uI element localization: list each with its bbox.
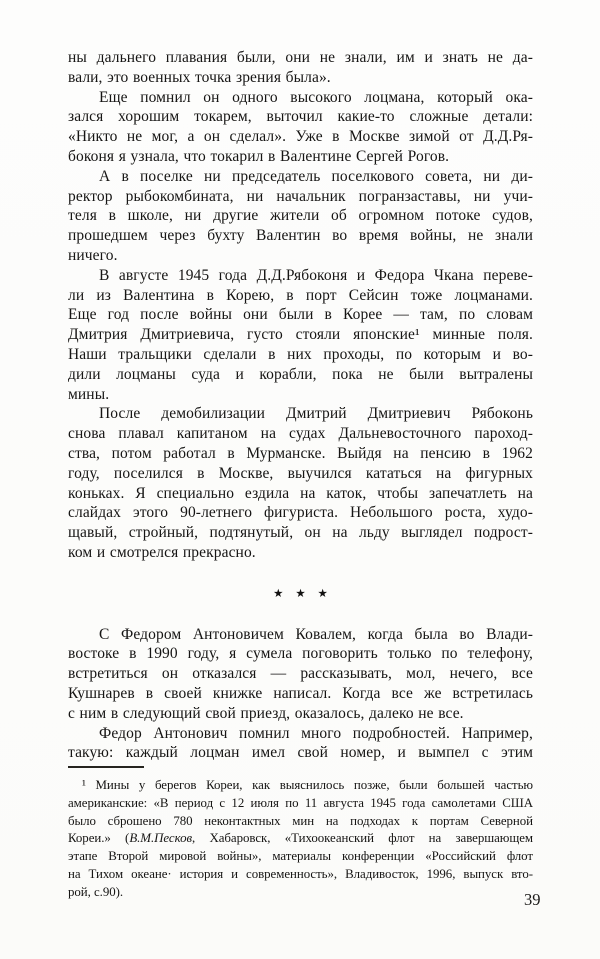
text-line: Еще помнил он одного высокого лоцмана, который ока- xyxy=(99,88,533,106)
paragraph xyxy=(68,625,533,724)
main-text xyxy=(68,48,533,902)
paragraph xyxy=(68,724,533,764)
footnote-line: рой, с.90). xyxy=(68,884,124,899)
footnote-line: американские: «В период с 12 июля по 11 августа 1945 года самолетами США xyxy=(68,795,533,810)
text-line: Кушнарев в своей книжке написал. Когда все же встретилась xyxy=(68,684,533,702)
text-line: Дмитрия Дмитриевича, густо стояли японские¹ минные поля. xyxy=(68,326,533,344)
text-line: году, поселился в Москве, выучился кататься на фигурных xyxy=(68,464,533,482)
footnote-text: Кореи.» ( xyxy=(68,831,130,846)
text-line: такую: каждый лоцман имел свой номер, и вымпел с этим xyxy=(68,744,533,762)
footnote-citation-author: В.М.Песков xyxy=(129,831,193,846)
text-line: ли из Валентина в Корею, в порт Сейсин тоже лоцманами. xyxy=(68,286,533,304)
footnote-text: , Хабаровск, «Тихоокеанский флот на завершающем xyxy=(192,831,534,846)
text-line: Наши тральщики сделали в них проходы, по которым и во- xyxy=(68,345,533,363)
text-line: слайдах этого 90-летнего фигуриста. Небольшого роста, худо- xyxy=(68,504,533,522)
text-line: мины. xyxy=(68,385,110,403)
footnote-divider xyxy=(68,766,144,768)
text-line: После демобилизации Дмитрий Дмитриевич Рябоконь xyxy=(99,405,533,423)
footnote-line: этапе Второй мировой войны», материалы конференции «Российский флот xyxy=(68,849,533,864)
footnote-line xyxy=(68,830,533,848)
text-line: С Федором Антоновичем Ковалем, когда была во Влади- xyxy=(99,625,533,643)
text-line: щавый, стройный, подтянутый, он на льду выглядел подрост- xyxy=(68,524,533,542)
text-line: ства, потом работал в Мурманске. Выйдя на пенсию в 1962 xyxy=(68,444,533,462)
text-line: ны дальнего плавания были, они не знали, им и знать не да- xyxy=(68,49,533,66)
text-line: А в поселке ни председатель поселкового совета, ни ди- xyxy=(99,167,533,185)
footnote xyxy=(68,777,533,902)
text-line: дили лоцманы суда и корабли, пока не были вытралены xyxy=(68,365,533,383)
text-line: вали, это военных точка зрения была». xyxy=(68,68,331,86)
text-line: Федор Антонович помнил много подробностей. Например, xyxy=(99,724,533,742)
text-line: теля в школе, ни другие жители об огромном потоке судов, xyxy=(68,207,533,225)
page-number: 39 xyxy=(524,890,541,909)
text-line: встретиться он отказался — рассказывать, мол, нечего, все xyxy=(68,665,533,683)
text-line: Еще год после войны они были в Корее — там, по словам xyxy=(68,306,533,324)
paragraph xyxy=(68,266,533,405)
paragraph-continuation xyxy=(68,48,533,88)
text-line: снова плавал капитаном на судах Дальневосточного пароход- xyxy=(68,425,533,443)
paragraph xyxy=(68,167,533,266)
text-line: «Никто не мог, а он сделал». Уже в Москве зимой от Д.Д.Ря- xyxy=(68,128,533,146)
text-line: ректор рыбокомбината, ни начальник погранзаставы, ни учи- xyxy=(68,187,533,205)
paragraph xyxy=(68,88,533,167)
section-separator: ★ ★ ★ xyxy=(273,587,328,600)
text-line: ничего. xyxy=(68,246,118,264)
text-line: В августе 1945 года Д.Д.Рябоконя и Федора Чкана переве- xyxy=(99,266,533,284)
text-line: прошедшем через бухту Валентин во время войны, не знали xyxy=(68,227,533,245)
text-line: ком и смотрелся прекрасно. xyxy=(68,543,256,561)
paragraph xyxy=(68,404,533,562)
footnote-line: было сброшено 780 неконтактных мин на подходах к портам Северной xyxy=(68,813,533,828)
footnote-line: на Тихом океане· история и современность», Владивосток, 1996, выпуск вто- xyxy=(68,867,533,882)
text-line: боконя я узнала, что токарил в Валентине Сергей Рогов. xyxy=(68,147,450,165)
text-line: востоке в 1990 году, я сумела поговорить только по телефону, xyxy=(68,645,533,663)
footnote-line: ¹ Мины у берегов Кореи, как выяснилось позже, были большей частью xyxy=(82,778,533,793)
text-line: с ним в следующий свой приезд, оказалось, далеко не все. xyxy=(68,704,464,722)
text-line: зался хорошим токарем, выточил какие-то сложные детали: xyxy=(68,108,533,126)
text-line: коньках. Я специально ездила на каток, чтобы запечатлеть на xyxy=(68,484,533,502)
